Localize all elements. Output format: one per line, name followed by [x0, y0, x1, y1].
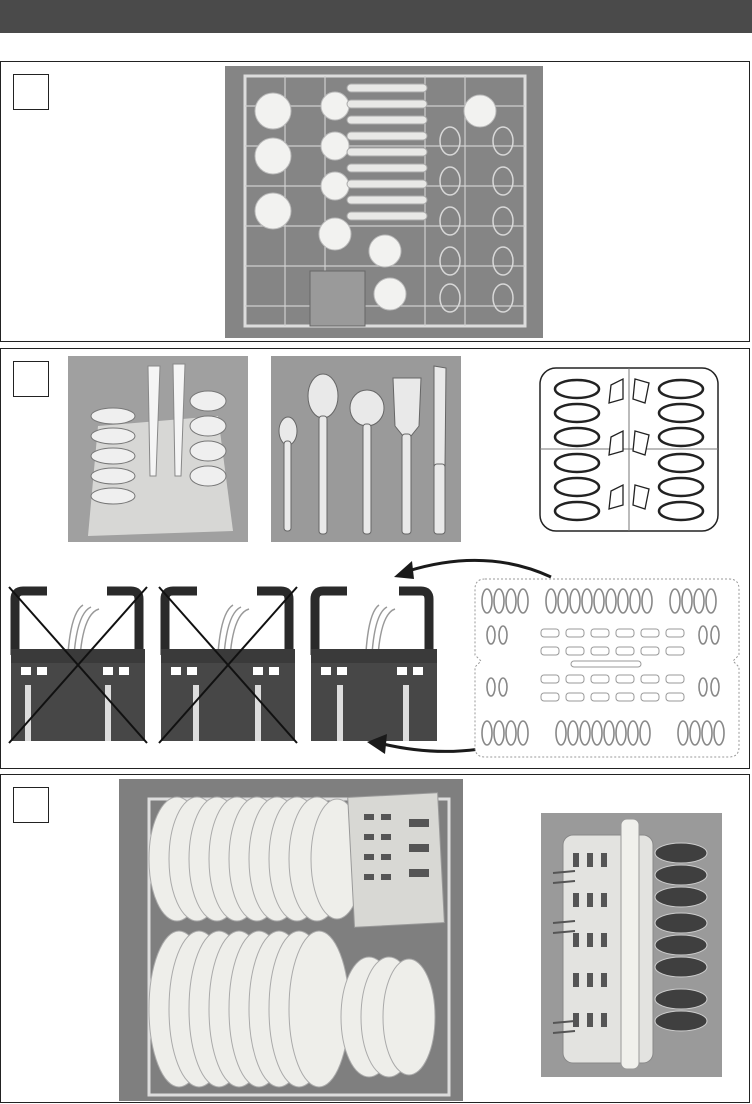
cutlery-set-photo [271, 356, 461, 542]
lower-rack-photo [119, 779, 463, 1101]
header-bar [0, 0, 752, 33]
cutlery-basket-side-photo [541, 813, 722, 1077]
cutlery-basket-photo [68, 356, 248, 542]
cutlery-grid-lid-diagram [539, 367, 719, 532]
step-2-panel [0, 348, 750, 769]
step-1-panel [0, 61, 750, 342]
step-3-panel [0, 774, 750, 1103]
step-1-number-box [13, 74, 49, 110]
step-3-number-box [13, 787, 49, 823]
basket-handle-correct [307, 585, 449, 745]
upper-rack-photo [225, 66, 543, 338]
basket-handle-wrong-1 [7, 585, 149, 745]
basket-handle-wrong-2 [157, 585, 299, 745]
cutlery-grid-lid-detailed-diagram [471, 575, 743, 760]
step-2-number-box [13, 361, 49, 397]
